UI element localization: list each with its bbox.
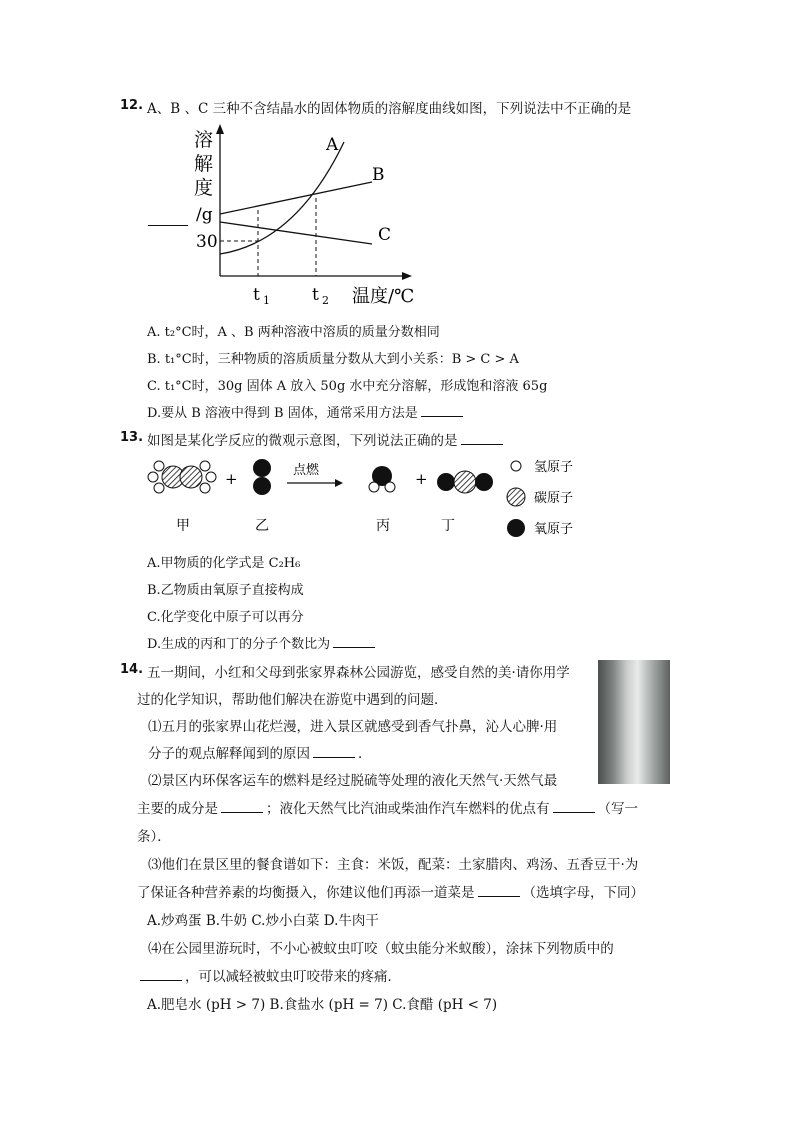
q13-option-c: C.化学变化中原子可以再分 xyxy=(147,610,304,625)
q14-p1-text: 分子的观点解释闻到的原因 xyxy=(148,746,310,762)
hydrogen-atom-icon xyxy=(385,482,395,492)
chart-ylabel-char: 度 xyxy=(194,177,214,199)
q13-number: 13. xyxy=(120,430,144,445)
label-ding: 丁 xyxy=(441,518,455,534)
molecule-ding xyxy=(437,471,493,493)
label-jia: 甲 xyxy=(176,518,190,534)
chart-ylabel-char: 解 xyxy=(194,153,214,175)
carbon-atom-icon xyxy=(454,471,476,493)
q14-p2-blank1[interactable] xyxy=(221,800,263,813)
q14-p1-line2 xyxy=(148,742,372,762)
chart-x-tick-sub: 1 xyxy=(263,294,270,307)
reaction-diagram xyxy=(145,452,595,538)
q14-p3-text2: （选填字母，下同） xyxy=(522,885,644,901)
q14-number: 14. xyxy=(120,662,144,677)
q13-option-d xyxy=(147,633,378,652)
curve-b xyxy=(220,182,372,214)
hydrogen-atom-icon xyxy=(200,461,210,471)
chart-xlabel: 温度/℃ xyxy=(352,286,415,307)
oxygen-atom-icon xyxy=(437,473,455,491)
curve-a-label: A xyxy=(326,135,339,155)
q14-p1-line1: ⑴五月的张家界山花烂漫，进入景区就感受到香气扑鼻，沁人心脾·用 xyxy=(148,719,558,735)
q14-p1-blank[interactable] xyxy=(313,745,355,758)
chart-x-arrow xyxy=(402,272,412,280)
q12-option-d xyxy=(147,402,466,421)
q13-option-a: A.甲物质的化学式是 C₂H₆ xyxy=(147,556,301,571)
carbon-atom-icon xyxy=(180,466,202,488)
hydrogen-atom-icon xyxy=(154,483,164,493)
q13-stem-blank[interactable] xyxy=(461,432,503,445)
q14-p4-line1: ⑷在公园里游玩时，不小心被蚊虫叮咬（蚊虫能分米蚁酸），涂抹下列物质中的 xyxy=(148,941,614,957)
molecule-yi xyxy=(253,459,271,495)
legend-hydrogen: 氢原子 xyxy=(534,460,574,475)
plus-sign: + xyxy=(225,470,238,488)
q14-p3-options: A.炒鸡蛋 B.牛奶 C.炒小白菜 D.牛肉干 xyxy=(147,913,379,929)
hydrogen-atom-icon xyxy=(369,482,379,492)
q12-answer-blank[interactable] xyxy=(148,225,188,226)
q12-option-a: A. t₂°C时，A 、B 两种溶液中溶质的质量分数相同 xyxy=(147,325,440,340)
oxygen-atom-icon xyxy=(253,477,271,495)
chart-ylabel-char: 溶 xyxy=(194,129,214,151)
arrow-head-icon xyxy=(335,479,343,487)
q14-p3-text1: 了保证各种营养素的均衡摄入，你建议他们再添一道菜是 xyxy=(137,885,475,901)
chart-ylabel-unit: /g xyxy=(196,205,213,225)
q13-option-d-blank[interactable] xyxy=(333,635,375,648)
hydrogen-atom-icon xyxy=(200,483,210,493)
oxygen-atom-icon xyxy=(253,459,271,477)
q13-option-b: B.乙物质由氧原子直接构成 xyxy=(147,583,304,598)
q12-option-d-blank[interactable] xyxy=(421,404,463,417)
chart-x-tick-sub: 2 xyxy=(322,294,329,307)
q14-p2-text3: （写一 xyxy=(597,801,638,817)
q14-p2-text2: ；液化天然气比汽油或柴油作汽车燃料的优点有 xyxy=(266,801,550,817)
q14-p4-line2 xyxy=(137,965,401,985)
molecule-bing xyxy=(369,466,395,492)
curve-c-label: C xyxy=(378,225,392,245)
q13-stem xyxy=(147,429,506,449)
q12-stem: A、B 、C 三种不含结晶水的固体物质的溶解度曲线如图，下列说法中不正确的是 xyxy=(147,101,632,117)
hydrogen-atom-icon xyxy=(206,472,216,482)
q14-p2-blank2[interactable] xyxy=(553,800,595,813)
q14-p1-end: ． xyxy=(358,746,372,762)
chart-x-tick-t1: t xyxy=(253,285,260,305)
label-bing: 丙 xyxy=(376,518,390,534)
legend-oxygen-icon xyxy=(507,519,525,537)
curve-b-label: B xyxy=(372,165,385,185)
solubility-chart xyxy=(186,122,426,312)
chart-x-tick-t2: t xyxy=(312,285,319,305)
q12-option-d-text: D.要从 B 溶液中得到 B 固体，通常采用方法是 xyxy=(147,406,418,421)
q14-p4-text: ，可以减轻被蚊虫叮咬带来的疼痛． xyxy=(185,969,401,985)
q14-intro-line2: 过的化学知识，帮助他们解决在游览中遇到的问题． xyxy=(137,692,448,708)
q12-number: 12. xyxy=(120,98,144,113)
q14-p2-text1: 主要的成分是 xyxy=(137,801,218,817)
chart-y-arrow xyxy=(216,124,224,134)
legend-oxygen: 氧原子 xyxy=(534,522,574,537)
legend-carbon-icon xyxy=(507,488,525,506)
q14-p2-line3: 条）． xyxy=(137,829,171,845)
plus-sign: + xyxy=(415,470,428,488)
q14-p2-line2 xyxy=(137,797,638,817)
label-yi: 乙 xyxy=(255,518,269,534)
q14-p4-blank[interactable] xyxy=(140,968,182,981)
legend-carbon: 碳原子 xyxy=(534,491,574,506)
q14-p3-blank[interactable] xyxy=(478,884,520,897)
hydrogen-atom-icon xyxy=(148,472,158,482)
q14-p2-line1: ⑵景区内环保客运车的燃料是经过脱硫等处理的液化天然气·天然气最 xyxy=(148,773,558,789)
q14-p3-line1: ⑶他们在景区里的餐食谱如下：主食：米饭，配菜：土家腊肉、鸡汤、五香豆干·为 xyxy=(148,857,639,873)
oxygen-atom-icon xyxy=(475,473,493,491)
q12-option-c: C. t₁°C时，30g 固体 A 放入 50g 水中充分溶解，形成饱和溶液 65g xyxy=(147,379,548,394)
q14-p3-line2 xyxy=(137,881,644,901)
q13-stem-text: 如图是某化学反应的微观示意图，下列说法正确的是 xyxy=(147,433,458,449)
molecule-jia xyxy=(148,461,216,493)
chart-y-tick-30: 30 xyxy=(196,232,218,252)
q12-option-b: B. t₁°C时，三种物质的溶质质量分数从大到小关系：B > C > A xyxy=(147,352,519,367)
test-tube-photo xyxy=(598,660,670,784)
legend-hydrogen-icon xyxy=(511,461,521,471)
arrow-label: 点燃 xyxy=(293,463,320,478)
q14-intro-line1: 五一期间，小红和父母到张家界森林公园游览，感受自然的美·请你用学 xyxy=(147,665,570,681)
q14-p4-options: A.肥皂水 (pH > 7) B.食盐水 (pH = 7) C.食醋 (pH < 7) xyxy=(147,997,498,1013)
q13-option-d-text: D.生成的丙和丁的分子个数比为 xyxy=(147,637,331,652)
hydrogen-atom-icon xyxy=(154,461,164,471)
